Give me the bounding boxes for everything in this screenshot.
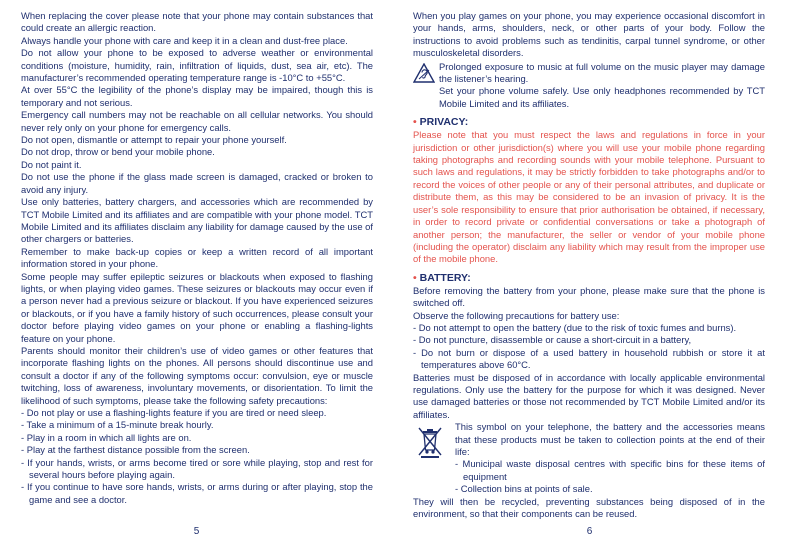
- paragraph: Before removing the battery from your phone, please make sure that the phone is switched off.: [413, 284, 765, 309]
- page-number: 5: [193, 526, 200, 537]
- paragraph: Do not open, dismantle or attempt to repair your phone yourself.: [21, 134, 287, 146]
- page-number: 6: [586, 526, 593, 537]
- paragraph: Do not allow your phone to be exposed to adverse weather or environmental conditions (moisture, humidity, rain, infiltration of liquids, dust, sea air, etc). The manufacturer’s recommended operating temperature range is -10°C to +55°C.: [21, 47, 373, 84]
- hearing-warning-icon: [413, 61, 439, 111]
- weee-text: This symbol on your telephone, the battery and the accessories means that these products must be taken to collection points at the end of their life:: [455, 421, 765, 457]
- precaution-item: - Play in a room in which all lights are on.: [21, 431, 192, 443]
- paragraph: Remember to make back-up copies or keep a written record of all important information stored in your phone.: [21, 245, 373, 270]
- hearing-text: Prolonged exposure to music at full volume on the music player may damage the listener’s hearing.: [439, 60, 765, 85]
- paragraph: Some people may suffer epileptic seizures or blackouts when exposed to flashing lights, or when playing video games. These seizures or blackouts may occur even if a person never had a previous seizure or blackout. If you have experienced seizures or blackouts, or if you have a family history of such occurrences, please consult your doctor before playing video games on your phone or enabling a flashing-lights feature on your phone.: [21, 270, 373, 344]
- privacy-text: Please note that you must respect the laws and regulations in force in your jurisdiction or other jurisdiction(s) where you will use your mobile phone regarding taking photographs and recording sounds with your mobile telephone. Pursuant to such laws and regulations, it may be strictly forbidden to take photographs and/or to record the voices of other people or any of their personal attributes, and duplicate or distribute them, as this may be considered to be an invasion of privacy. It is the user’s sole responsibility to ensure that prior authorisation be obtained, if necessary, in order to record private or confidential conversations or take a photograph of another person; the manufacturer, the seller or vendor of your mobile phone (including the operator) disclaim any liability which may result from the improper use of the mobile phone.: [413, 129, 765, 265]
- precaution-item: - Do not play or use a flashing-lights feature if you are tired or need sleep.: [21, 407, 327, 418]
- paragraph: Do not drop, throw or bend your mobile phone.: [21, 146, 215, 158]
- precaution-item: - If your hands, wrists, or arms become tired or sore while playing, stop and rest for several hours before playing again.: [21, 456, 373, 481]
- right-page: [393, 0, 786, 559]
- battery-heading: • BATTERY:: [413, 271, 471, 284]
- paragraph: Do not paint it.: [21, 158, 82, 170]
- paragraph: Do not use the phone if the glass made screen is damaged, cracked or broken to avoid any injury.: [21, 171, 373, 195]
- battery-item: - Do not burn or dispose of a used battery in household rubbish or store it at temperatures above 60°C.: [413, 346, 765, 371]
- paragraph: When you play games on your phone, you may experience occasional discomfort in your hands, arms, shoulders, neck, or other parts of your body. Follow the instructions to avoid problems such as tendinitis, carpal tunnel syndrome, or other musculoskeletal disorders.: [413, 10, 765, 59]
- hearing-warning: [413, 61, 765, 111]
- paragraph: Batteries must be disposed of in accordance with locally applicable environmental regulations. Only use the battery for the purpose for which it was designed. Never use damaged batteries or those not recommended by TCT Mobile Limited and/or its affiliates.: [413, 371, 765, 420]
- privacy-heading: • PRIVACY:: [413, 116, 469, 129]
- paragraph: Observe the following precautions for battery use:: [413, 309, 620, 321]
- paragraph: At over 55°C the legibility of the phone’s display may be impaired, though this is temporary and not serious.: [21, 84, 373, 108]
- paragraph: Always handle your phone with care and keep it in a clean and dust-free place.: [21, 34, 348, 46]
- battery-item: - Do not attempt to open the battery (due to the risk of toxic fumes and burns).: [413, 321, 737, 333]
- crossed-bin-icon: [413, 421, 455, 495]
- battery-item: - Do not puncture, disassemble or cause a short-circuit in a battery,: [413, 334, 692, 346]
- paragraph: When replacing the cover please note that your phone may contain substances that could create an allergic reaction.: [21, 10, 373, 34]
- paragraph: Use only batteries, battery chargers, and accessories which are recommended by TCT Mobile Limited and its affiliates and are compatible with your phone model. TCT Mobile Limited and its affiliates disclaim any liability for damage caused by the use of other chargers or batteries.: [21, 196, 373, 245]
- precaution-item: - If you continue to have sore hands, wrists, or arms during or after playing, stop the game and see a doctor.: [21, 481, 373, 505]
- paragraph: They will then be recycled, preventing substances being disposed of in the environment, so that their components can be reused.: [413, 495, 765, 520]
- weee-item: - Municipal waste disposal centres with specific bins for these items of equipment: [455, 458, 765, 482]
- weee-item: - Collection bins at points of sale.: [455, 483, 593, 495]
- precaution-item: - Play at the farthest distance possible from the screen.: [21, 444, 250, 456]
- paragraph: Parents should monitor their children’s use of video games or other features that incorporate flashing lights on the phones. All persons should discontinue use and consult a doctor if any of the following symptoms occur: convulsion, eye or muscle twitching, loss of awareness, involuntary movements, or disorientation. To limit the likelihood of such symptoms, please take the following safety precautions:: [21, 344, 373, 406]
- hearing-text: Set your phone volume safely. Use only headphones recommended by TCT Mobile Limited and its affiliates.: [439, 85, 765, 109]
- weee-block: [413, 421, 765, 495]
- paragraph: Emergency call numbers may not be reachable on all cellular networks. You should never rely only on your phone for emergency calls.: [21, 109, 373, 133]
- precaution-item: - Take a minimum of a 15-minute break hourly.: [21, 419, 214, 431]
